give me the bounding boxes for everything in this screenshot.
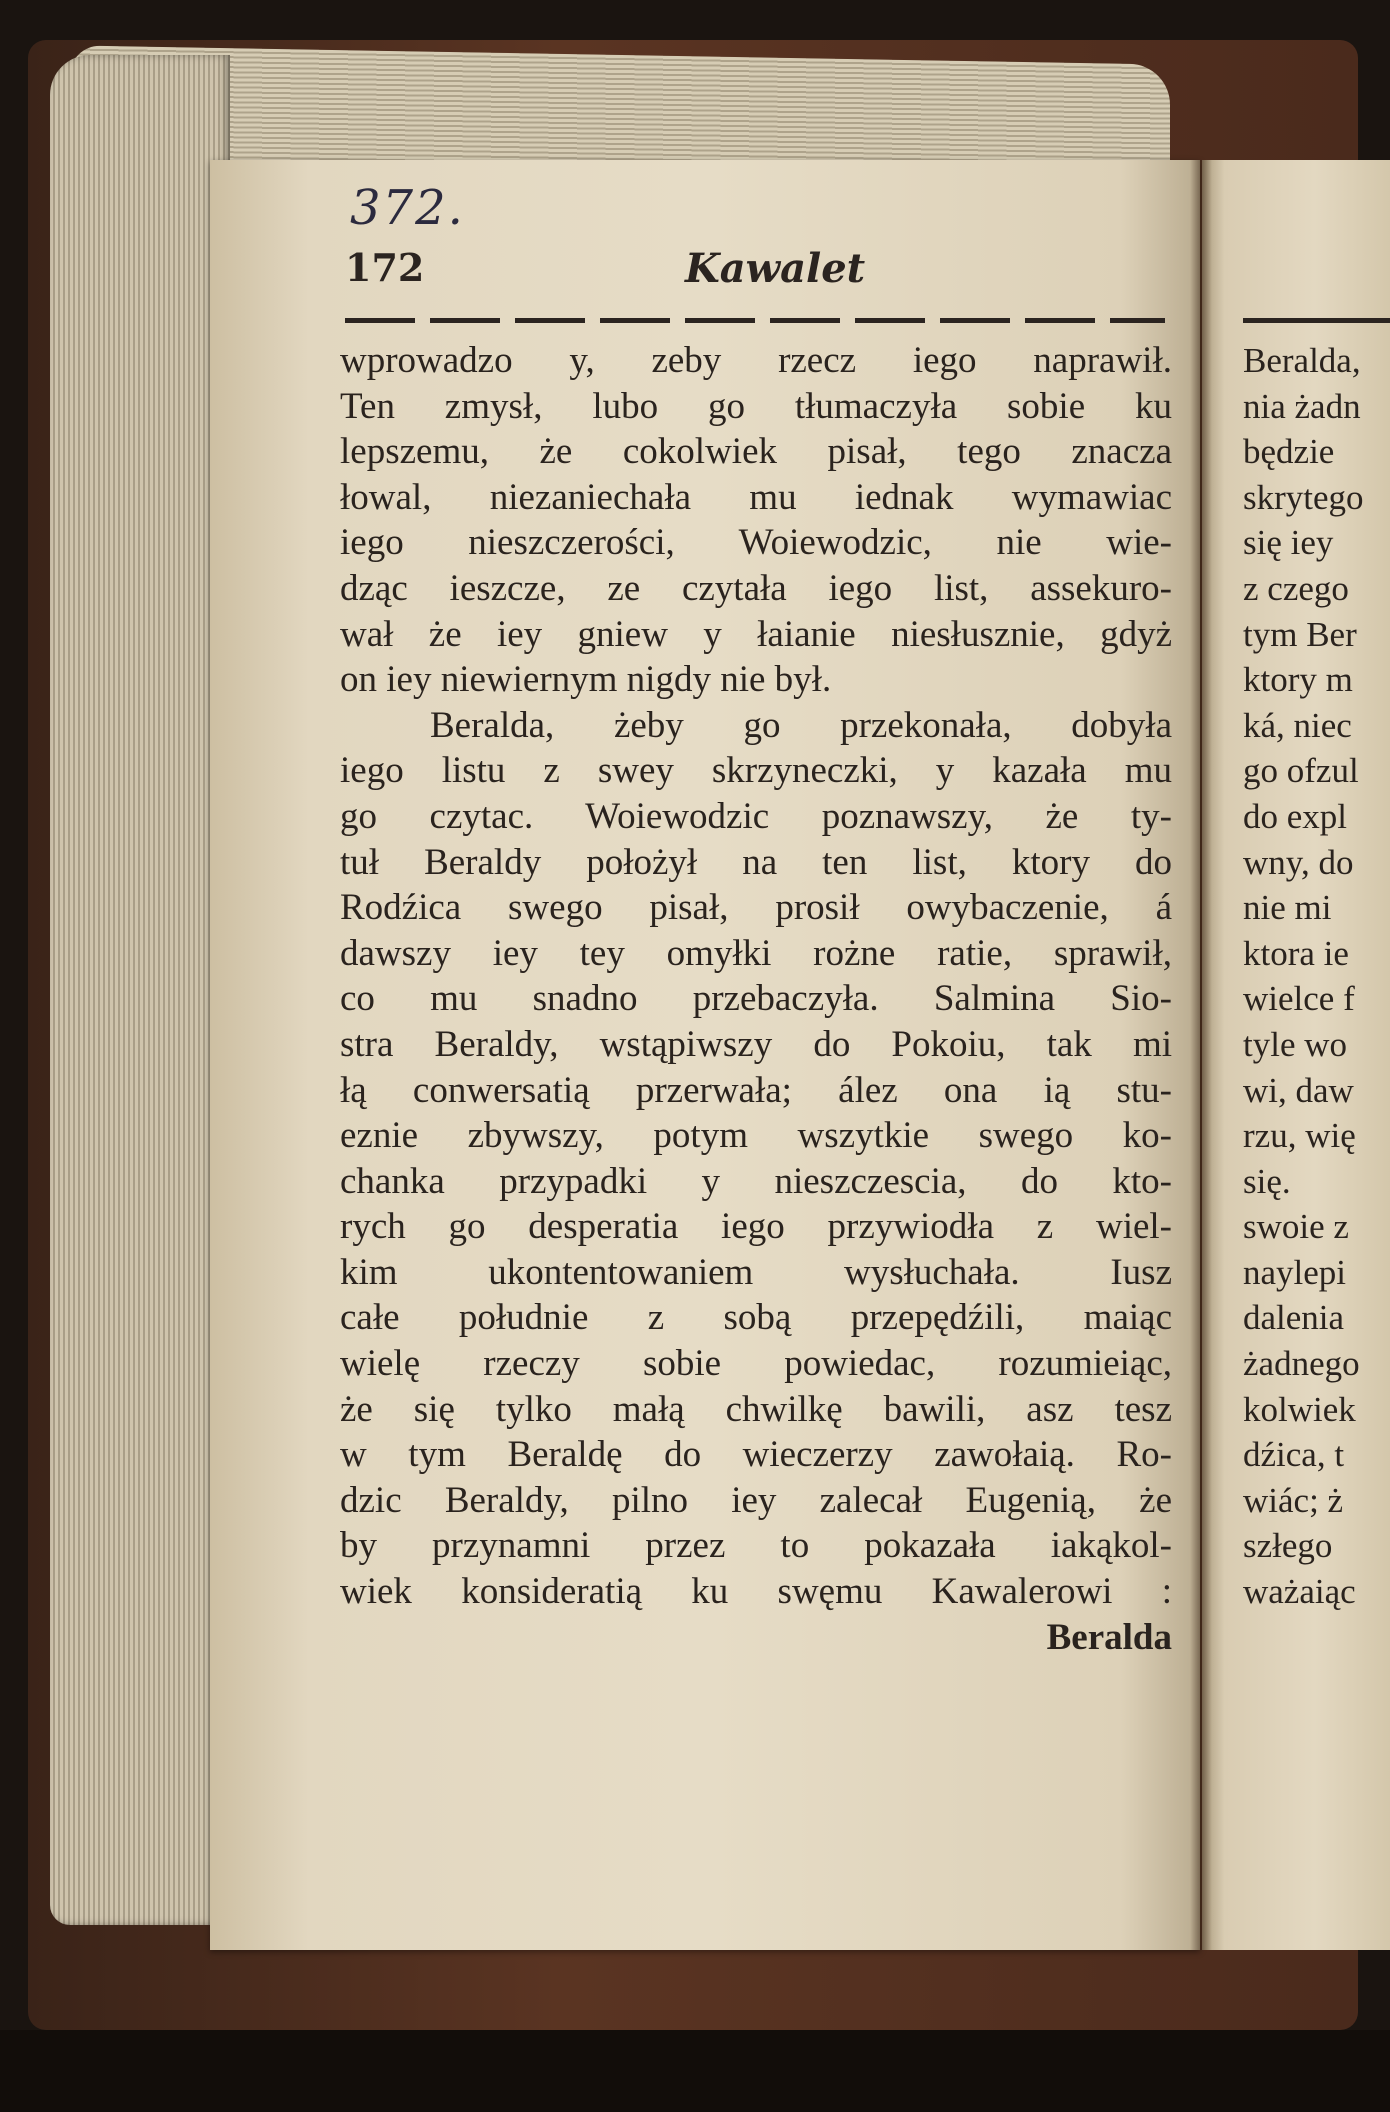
text-line: iego listu z swey skrzyneczki, y kazała mu — [340, 750, 1172, 792]
text-line: wielę rzeczy sobie powiedac, rozumieiąc, — [340, 1343, 1172, 1385]
right-text-line: tym Ber — [1243, 614, 1357, 654]
right-text-line: wi, daw — [1243, 1070, 1354, 1110]
header-rule — [345, 318, 1165, 323]
running-head: Kawalet — [685, 245, 866, 292]
left-page-text — [340, 338, 1172, 1660]
text-line: stra Beraldy, wstąpiwszy do Pokoiu, tak mi — [340, 1023, 1172, 1065]
text-line: rych go desperatia iego przywiodła z wiel- — [340, 1206, 1172, 1248]
text-line: Ten zmysł, lubo go tłumaczyła sobie ku — [340, 385, 1172, 427]
text-line: eznie zbywszy, potym wszytkie swego ko- — [340, 1115, 1172, 1157]
handwritten-page-number: 372. — [350, 180, 465, 236]
right-text-line: ktora ie — [1243, 933, 1349, 973]
text-line: wał że iey gniew y łaianie niesłusznie, gdyż — [340, 613, 1172, 655]
text-line: Rodźica swego pisał, prosił owybaczenie, á — [340, 887, 1172, 929]
text-line: iego nieszczerości, Woiewodzic, nie wie- — [340, 522, 1172, 564]
text-line: całe południe z sobą przepędźili, maiąc — [340, 1297, 1172, 1339]
right-text-line: ważaiąc — [1243, 1572, 1356, 1612]
text-line: dząc ieszcze, ze czytała iego list, assekuro- — [340, 567, 1172, 609]
background-bottom — [0, 2030, 1390, 2112]
right-text-line: go ofzul — [1243, 751, 1359, 791]
text-line: dzic Beraldy, pilno iey zalecał Eugenią, że — [340, 1479, 1172, 1521]
right-text-line: ká, niec — [1243, 705, 1352, 745]
right-text-line: wiác; ż — [1243, 1480, 1344, 1520]
right-text-line: kolwiek — [1243, 1389, 1356, 1429]
right-text-line: rzu, wię — [1243, 1116, 1356, 1156]
right-text-line: tyle wo — [1243, 1024, 1348, 1064]
right-text-line: ktory m — [1243, 660, 1353, 700]
right-text-line: skrytego — [1243, 477, 1364, 517]
right-text-line: nie mi — [1243, 888, 1332, 928]
right-text-line: z czego — [1243, 568, 1349, 608]
text-line: wiek konsideratią ku swęmu Kawalerowi : — [340, 1571, 1172, 1613]
printed-page-number: 172 — [345, 245, 425, 290]
text-line: kim ukontentowaniem wysłuchała. Iusz — [340, 1251, 1172, 1293]
right-page-header-rule — [1243, 318, 1390, 323]
right-text-line: naylepi — [1243, 1252, 1347, 1292]
text-line: Beralda, żeby go przekonała, dobyła — [430, 704, 1172, 746]
text-line: w tym Beraldę do wieczerzy zawołaią. Ro- — [340, 1434, 1172, 1476]
right-text-line: nia żadn — [1243, 386, 1361, 426]
right-text-line: do expl — [1243, 796, 1348, 836]
text-line: on iey niewiernym nigdy nie był. — [340, 659, 832, 701]
right-text-line: się iey — [1243, 523, 1334, 563]
right-text-line: dźica, t — [1243, 1435, 1345, 1475]
right-text-line: dalenia — [1243, 1298, 1345, 1338]
text-line: lepszemu, że cokolwiek pisał, tego znacza — [340, 431, 1172, 473]
right-text-line: swoie z — [1243, 1207, 1349, 1247]
text-line: go czytac. Woiewodzic poznawszy, że ty- — [340, 795, 1172, 837]
right-page-text — [1243, 338, 1390, 1615]
text-line: łą conwersatią przerwała; ález ona ią stu- — [340, 1069, 1172, 1111]
text-line: dawszy iey tey omyłki rożne ratie, sprawił, — [340, 932, 1172, 974]
text-line: że się tylko małą chwilkę bawili, asz tesz — [340, 1388, 1172, 1430]
text-line: chanka przypadki y nieszczescia, do kto- — [340, 1160, 1172, 1202]
right-text-line: wny, do — [1243, 842, 1354, 882]
text-line: by przynamni przez to pokazała iakąkol- — [340, 1525, 1172, 1567]
right-text-line: będzie — [1243, 432, 1335, 472]
text-line: łowal, niezaniechała mu iednak wymawiac — [340, 476, 1172, 518]
right-text-line: szłego — [1243, 1526, 1333, 1566]
text-line: co mu snadno przebaczyła. Salmina Sio- — [340, 978, 1172, 1020]
right-text-line: Beralda, — [1243, 341, 1361, 380]
text-line: tuł Beraldy położył na ten list, ktory do — [340, 841, 1172, 883]
catchword: Beralda — [1046, 1616, 1172, 1658]
book-gutter — [1190, 160, 1212, 1950]
page-edges-left — [50, 55, 230, 1925]
right-text-line: się. — [1243, 1161, 1291, 1201]
right-text-line: wielce f — [1243, 979, 1355, 1019]
text-line: wprowadzo y, zeby rzecz iego naprawił. — [340, 340, 1172, 381]
right-text-line: żadnego — [1243, 1344, 1360, 1384]
